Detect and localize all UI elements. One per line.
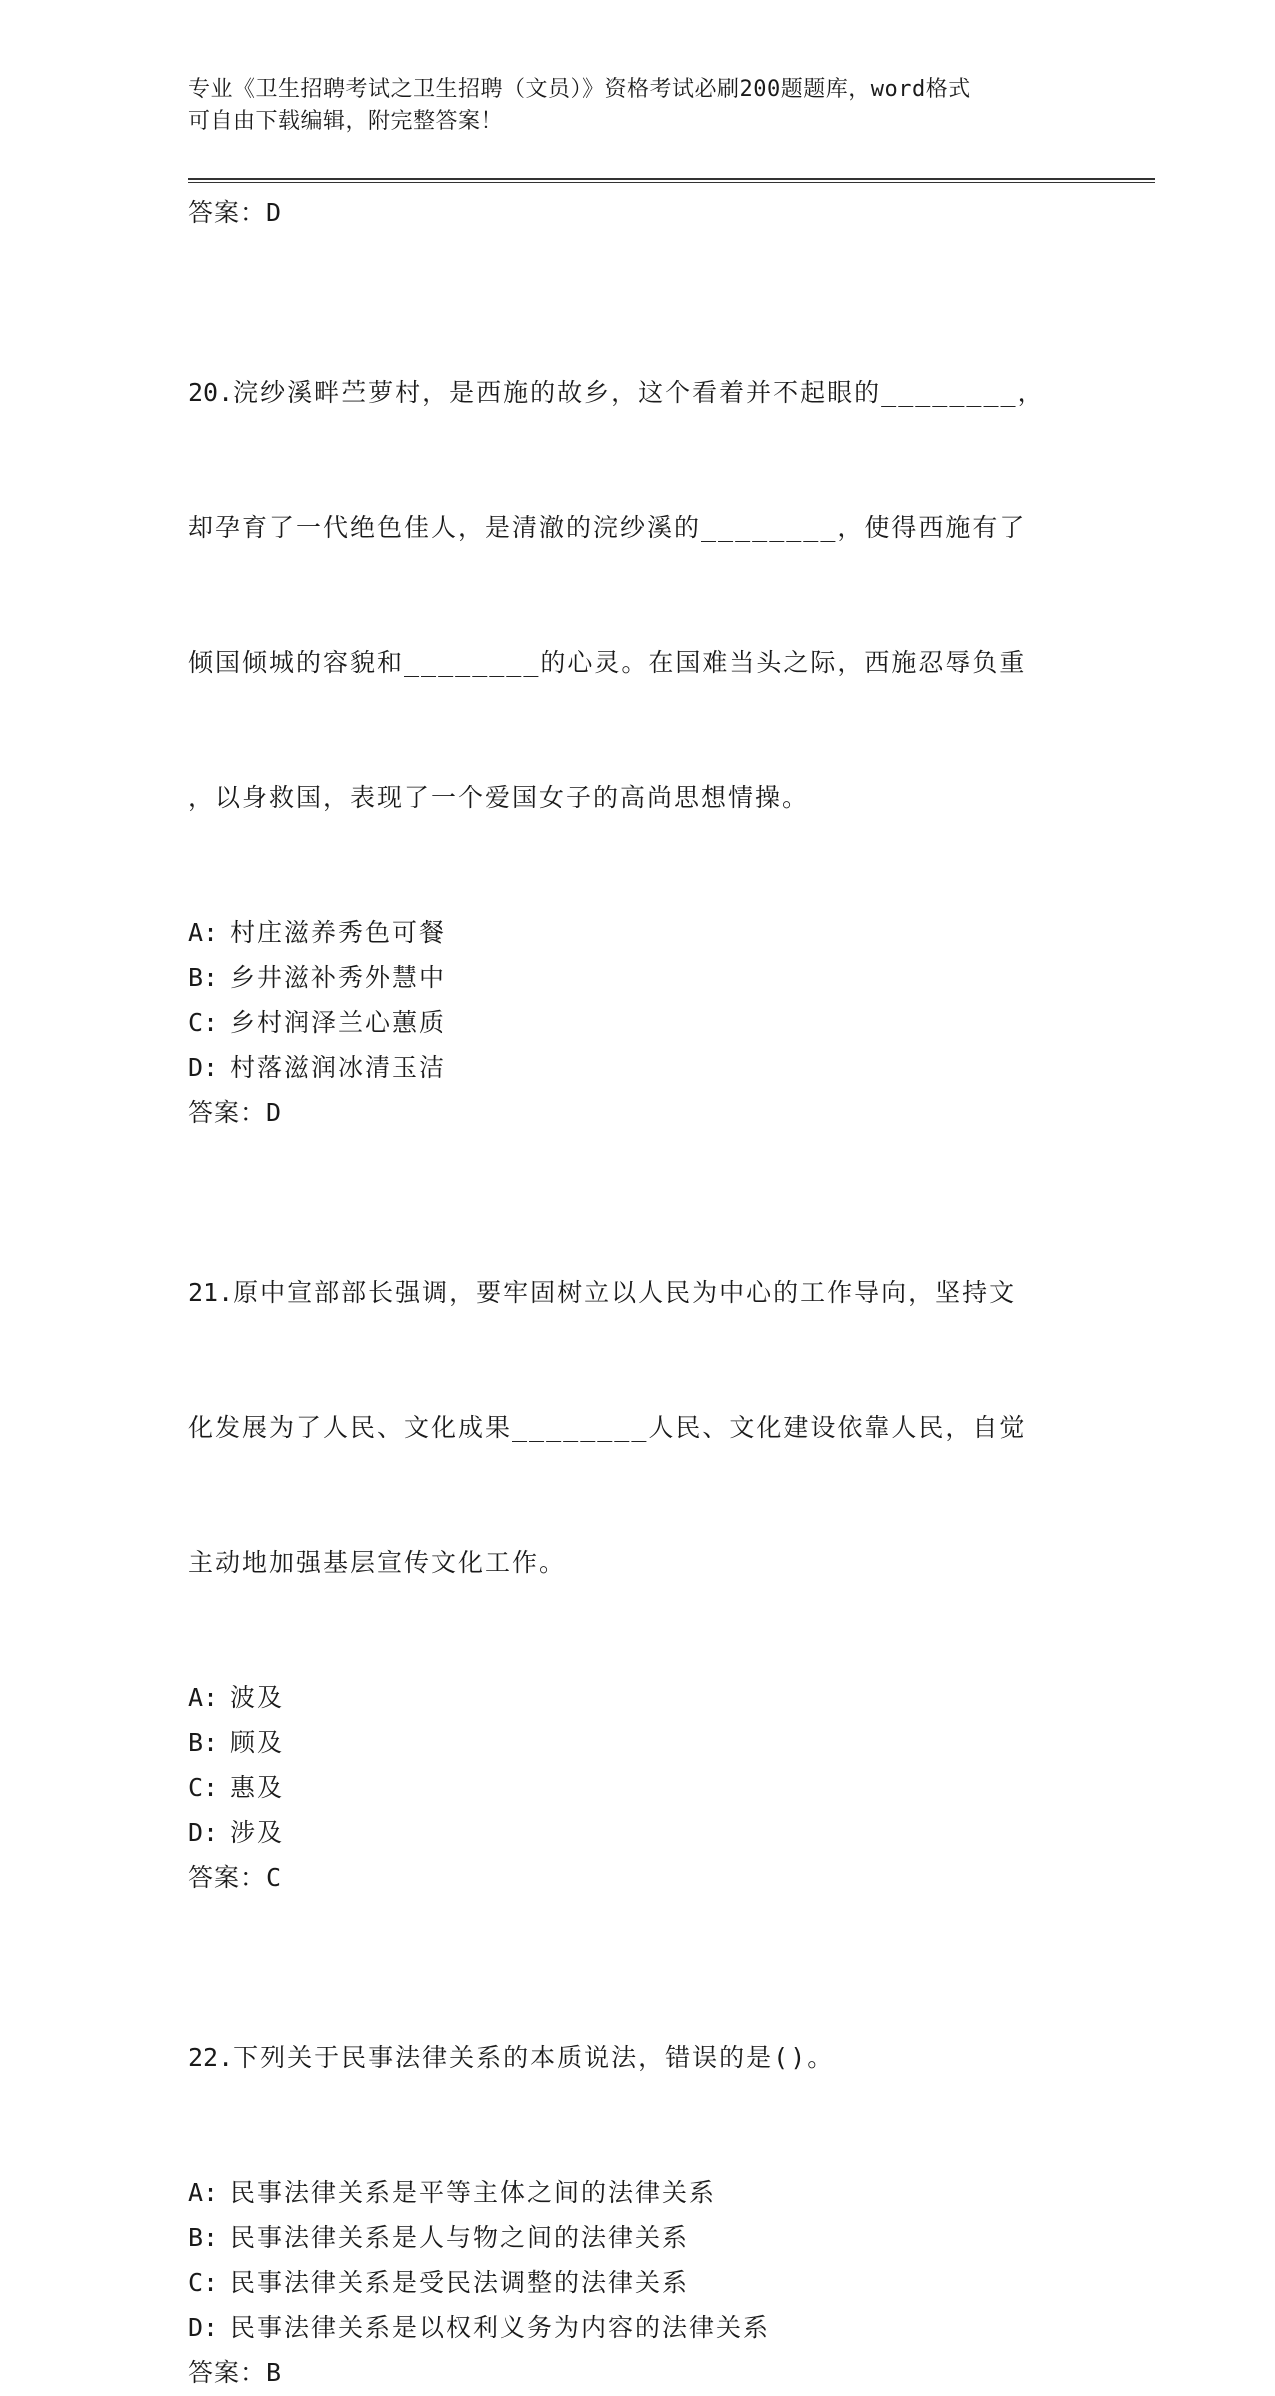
stem-line: 化发展为了人民、文化成果________人民、文化建设依靠人民，自觉 xyxy=(188,1413,1027,1442)
question-number: 20. xyxy=(188,378,234,407)
answer-label: 答案： xyxy=(188,1863,267,1892)
stem-line: 主动地加强基层宣传文化工作。 xyxy=(188,1548,567,1577)
option-c: C: 惠及 xyxy=(188,1773,285,1802)
option-d: D: 涉及 xyxy=(188,1818,285,1847)
question-21 xyxy=(188,1180,1088,1901)
answer-value: D xyxy=(266,1098,283,1127)
header-line-2: 可自由下载编辑，附完整答案！ xyxy=(188,109,504,134)
answer-value: C xyxy=(266,1863,283,1892)
answer-value: D xyxy=(266,198,283,227)
stem-line: ，以身救国，表现了一个爱国女子的高尚思想情操。 xyxy=(188,783,810,812)
option-c: C: 乡村润泽兰心蕙质 xyxy=(188,1008,447,1037)
option-d: D: 村落滋润冰清玉洁 xyxy=(188,1053,447,1082)
answer-line xyxy=(188,1090,1088,1136)
stem-line: 却孕育了一代绝色佳人，是清澈的浣纱溪的________，使得西施有了 xyxy=(188,513,1027,542)
option-a: A: 波及 xyxy=(188,1683,285,1712)
document-body xyxy=(188,190,1088,2396)
answer-value: B xyxy=(266,2358,283,2387)
answer-line-previous xyxy=(188,190,1088,236)
answer-line xyxy=(188,1855,1088,1901)
question-number: 22. xyxy=(188,2043,234,2072)
option-b: B: 顾及 xyxy=(188,1728,285,1757)
answer-label: 答案： xyxy=(188,198,267,227)
question-number: 21. xyxy=(188,1278,234,1307)
stem-line: 22.下列关于民事法律关系的本质说法，错误的是()。 xyxy=(188,2043,835,2072)
question-stem xyxy=(188,280,1088,910)
option-b: B: 民事法律关系是人与物之间的法律关系 xyxy=(188,2223,690,2252)
answer-line xyxy=(188,2350,1088,2396)
question-stem xyxy=(188,1180,1088,1675)
option-a: A: 村庄滋养秀色可餐 xyxy=(188,918,447,947)
header-divider xyxy=(188,178,1155,183)
option-d: D: 民事法律关系是以权利义务为内容的法律关系 xyxy=(188,2313,771,2342)
question-22 xyxy=(188,1945,1088,2396)
option-a: A: 民事法律关系是平等主体之间的法律关系 xyxy=(188,2178,717,2207)
header-line-1: 专业《卫生招聘考试之卫生招聘（文员）》资格考试必刷200题题库，word格式 xyxy=(188,77,971,102)
option-b: B: 乡井滋补秀外慧中 xyxy=(188,963,447,992)
question-20 xyxy=(188,280,1088,1136)
stem-line: 20.浣纱溪畔苎萝村，是西施的故乡，这个看着并不起眼的________， xyxy=(188,378,1045,407)
option-c: C: 民事法律关系是受民法调整的法律关系 xyxy=(188,2268,690,2297)
page-header xyxy=(188,74,1088,138)
question-stem xyxy=(188,1945,1088,2170)
answer-label: 答案： xyxy=(188,2358,267,2387)
stem-line: 倾国倾城的容貌和________的心灵。在国难当头之际，西施忍辱负重 xyxy=(188,648,1027,677)
stem-line: 21.原中宣部部长强调，要牢固树立以人民为中心的工作导向，坚持文 xyxy=(188,1278,1017,1307)
answer-label: 答案： xyxy=(188,1098,267,1127)
